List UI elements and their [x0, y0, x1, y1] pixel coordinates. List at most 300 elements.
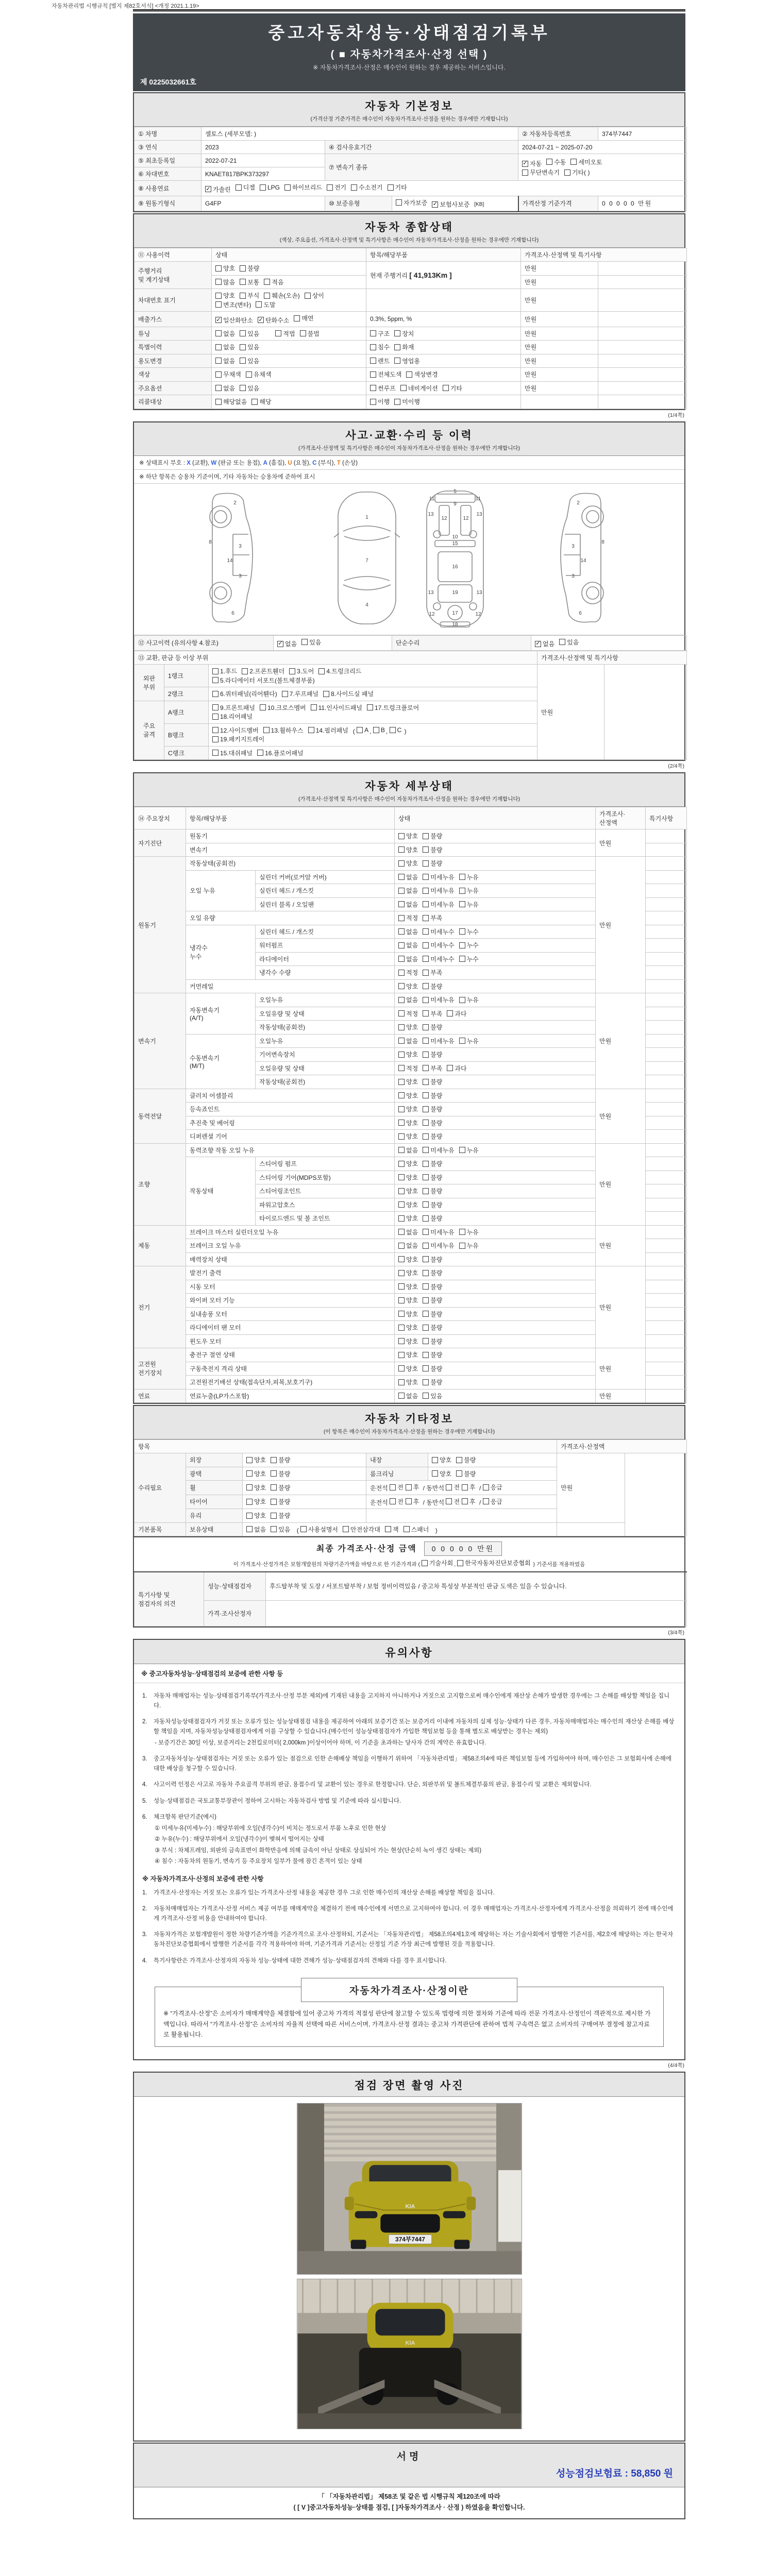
cell: 없음 있음 ( 사용설명서 안전삼각대 잭 스패너 ) [243, 1522, 557, 1536]
state-code-T: T [337, 460, 341, 466]
empty-checkbox-icon [260, 704, 266, 710]
checkbox-전기 [327, 183, 346, 192]
table-row [135, 262, 687, 276]
checkbox-label: 기타( ) [572, 169, 590, 176]
empty-checkbox-icon [251, 399, 258, 405]
cell [212, 354, 366, 368]
checkbox-잭 [385, 1525, 399, 1534]
cell: 실내송풍 모터 [186, 1307, 395, 1321]
checked-checkbox-icon: ✓ [216, 316, 221, 323]
checkbox-양호 [398, 1350, 418, 1359]
cell [395, 911, 596, 925]
checkbox-label: 구조 [378, 330, 390, 337]
checkbox-전 [390, 1497, 404, 1506]
cell: 고전원 전기장치 [135, 1348, 186, 1389]
checkbox-LPG [260, 184, 280, 191]
empty-checkbox-icon [398, 1365, 405, 1371]
empty-checkbox-icon [406, 1484, 412, 1490]
table-row [135, 181, 687, 196]
checkbox-label: 양호 [440, 1470, 452, 1478]
cell [243, 1481, 366, 1495]
section-header [134, 422, 684, 456]
empty-checkbox-icon [456, 1470, 462, 1477]
checkbox-불량 [423, 859, 442, 868]
checkbox-label: 15.대쉬패널 [220, 749, 253, 757]
checkbox-label: 자동 [530, 160, 542, 167]
checkbox-label: 있음 [247, 357, 260, 365]
cell: 만원 [596, 1143, 646, 1225]
cell [366, 327, 521, 341]
basic-info-table [134, 127, 684, 211]
checkbox-적정 [398, 1064, 418, 1073]
detail-status-table [134, 807, 684, 1403]
checkbox-양호 [398, 845, 418, 854]
checkbox-불량 [271, 1483, 290, 1492]
checkbox-label: 양호 [406, 982, 418, 990]
checkbox-불량 [423, 1200, 442, 1209]
checkbox-label: 없음 [406, 901, 418, 908]
checkbox-label: 1.후드 [220, 668, 238, 675]
notice-item: 6. 체크항목 판단기준(예시) ① 미세누유(미세누수) : 해당부위에 오일(냉각수)이 비치는 정도로서 부품 노후로 인한 현상 ② 누유(누수) : 해당부위에서 오일(냉각수)이 맺혀서 떨어지는 상태 ③ 부식 : 차체프레임, 외판의 금속표면이 화학반응에 의해 금속이 아닌 상태로 상실되어 가는 현상(단순히 녹이 생긴 상태는 제외) ④ 침수 : 자동차의 원동기, 변속기 등 주요장치 일부가 물에 잠긴 흔적이 있는 상태 [142, 1814, 482, 1865]
empty-checkbox-icon [246, 1499, 253, 1505]
cell: 원동기 [135, 857, 186, 993]
checkbox-1.후드 [212, 667, 237, 675]
checkbox-많음 [215, 278, 235, 286]
empty-checkbox-icon [240, 279, 246, 285]
page-marker: (3/4쪽) [668, 1630, 684, 1636]
empty-checkbox-icon [240, 358, 246, 364]
cell: 냉각수 수량 [256, 966, 395, 980]
accident-table [134, 635, 684, 760]
checkbox-label: 자가보증 [404, 199, 428, 207]
empty-checkbox-icon [423, 846, 429, 853]
empty-checkbox-icon [423, 1120, 429, 1126]
checkbox-없음 [398, 1037, 418, 1045]
section-overall-status [133, 213, 685, 410]
empty-checkbox-icon [423, 1338, 429, 1344]
cell [366, 289, 521, 312]
cell [598, 275, 687, 289]
section-header [134, 773, 684, 807]
cell [212, 368, 366, 382]
form-reference: 자동차관리법 시행규칙 [별지 제82호서식] <개정 2021.1.19> [52, 3, 199, 9]
empty-checkbox-icon [406, 1498, 412, 1504]
checkbox-label: 양호 [406, 1215, 418, 1222]
checkbox-양호 [398, 1282, 418, 1291]
checked-checkbox-icon: ✓ [523, 160, 528, 166]
empty-checkbox-icon [390, 727, 396, 733]
cell [395, 1007, 596, 1021]
table-row [135, 1572, 687, 1601]
empty-checkbox-icon [271, 1526, 277, 1532]
checkbox-label: 불량 [430, 1092, 443, 1099]
checkbox-양호 [398, 1378, 418, 1386]
checkbox-양호 [398, 1132, 418, 1141]
checkbox-label: 후 [469, 1498, 476, 1505]
checkbox-label: 기타 [395, 184, 407, 191]
empty-checkbox-icon [423, 833, 429, 839]
checkbox-label: 기술사회 [429, 1560, 453, 1567]
checkbox-label: 이행 [378, 398, 390, 405]
checked-checkbox-icon: ✓ [535, 640, 541, 647]
cell: 특기사항 및 점검자의 의견 [135, 1572, 204, 1626]
empty-checkbox-icon [423, 1052, 429, 1058]
cell: 실린더 커버(로커암 커버) [256, 870, 395, 884]
cell [646, 1143, 687, 1157]
state-code-A: A [263, 460, 267, 466]
cell: 클러치 어셈블리 [186, 1089, 395, 1103]
cell: 만원 [557, 1453, 625, 1523]
checkbox-안전삼각대 [343, 1525, 380, 1534]
cell: 374부7447 [598, 127, 687, 141]
cell: 가격조사·산정액 [557, 1440, 687, 1453]
cell [395, 1061, 596, 1075]
empty-checkbox-icon [240, 330, 246, 336]
checkbox-label: 불량 [430, 1215, 443, 1222]
cell [395, 939, 596, 953]
svg-text:14: 14 [227, 557, 233, 564]
checkbox-있음 [423, 1392, 442, 1400]
checkbox-없음 [215, 329, 235, 338]
svg-text:9: 9 [453, 501, 457, 507]
cell [395, 1130, 596, 1144]
checkbox-label: 미세누유 [430, 887, 455, 894]
checkbox-label: 있음 [309, 638, 322, 646]
empty-checkbox-icon [446, 1484, 452, 1490]
empty-checkbox-icon [457, 1560, 463, 1566]
cell [646, 993, 687, 1007]
svg-text:KIA: KIA [405, 2203, 415, 2210]
empty-checkbox-icon [388, 184, 394, 191]
cell [212, 312, 366, 327]
empty-checkbox-icon [459, 901, 465, 907]
checkbox-없음 [398, 1241, 418, 1250]
empty-checkbox-icon [423, 1133, 429, 1140]
checkbox-불량 [423, 1118, 442, 1127]
empty-checkbox-icon [398, 1243, 405, 1249]
empty-checkbox-icon [212, 714, 219, 720]
cell: 라디에이터 팬 모터 [186, 1321, 395, 1335]
cell [428, 1467, 557, 1481]
empty-checkbox-icon [240, 385, 246, 391]
cell: 스티어링조인트 [256, 1184, 395, 1198]
section-header [134, 1406, 684, 1439]
empty-checkbox-icon [406, 371, 412, 378]
cell: 충전구 절연 상태 [186, 1348, 395, 1362]
cell: 와이퍼 모터 기능 [186, 1294, 395, 1308]
empty-checkbox-icon [215, 371, 222, 378]
empty-checkbox-icon [240, 265, 246, 272]
empty-checkbox-icon [370, 330, 376, 336]
checkbox-불량 [423, 1077, 442, 1086]
empty-checkbox-icon [236, 184, 242, 191]
empty-checkbox-icon [212, 727, 219, 733]
cell: 작동상태 [186, 1157, 256, 1226]
checkbox-11.인사이드패널 [311, 703, 362, 712]
cell [395, 1198, 596, 1212]
checkbox-10.크로스멤버 [260, 703, 306, 712]
cell [209, 746, 537, 760]
cell: 수동변속기 (M/T) [186, 1034, 256, 1089]
cell [212, 341, 366, 354]
checkbox-label: 불량 [430, 1297, 443, 1304]
svg-text:10: 10 [452, 534, 458, 540]
empty-checkbox-icon [215, 301, 222, 308]
cell [395, 857, 596, 871]
checkbox-label: 과다 [455, 1064, 467, 1072]
checkbox-label: 누유 [466, 887, 479, 894]
cell: 광택 [186, 1467, 243, 1481]
empty-checkbox-icon [398, 833, 405, 839]
state-code-X: X [187, 460, 191, 466]
cell: 자기진단 [135, 829, 186, 857]
cell [646, 1225, 687, 1239]
section-title: 사고·교환·수리 등 이력 [345, 429, 473, 442]
checkbox-양호 [398, 1323, 418, 1332]
checkbox-미세누수 [423, 955, 454, 963]
table-row [135, 141, 687, 154]
cell [395, 1252, 596, 1266]
cell [395, 1143, 596, 1157]
cell [646, 1048, 687, 1062]
checkbox-label: 네비게이션 [408, 384, 438, 392]
notice-price-heading: ※ 자동차가격조사·산정의 보증에 관한 사항 [142, 1875, 264, 1883]
cell: 기어변속장치 [256, 1048, 395, 1062]
cell: 변속기 [186, 843, 395, 857]
checkbox-수동 [546, 158, 566, 166]
section-title: 유의사항 [385, 1647, 433, 1659]
checkbox-label: 누유 [466, 996, 479, 1004]
checkbox-label: 불량 [430, 860, 443, 867]
checkbox-label: 부족 [430, 914, 443, 922]
section-header [134, 93, 684, 127]
checkbox-label: 미세누수 [430, 955, 455, 963]
empty-checkbox-icon [423, 1365, 429, 1371]
empty-checkbox-icon [373, 727, 379, 733]
cell: 오일 누유 [186, 870, 256, 911]
cell [598, 381, 687, 395]
checkbox-label: 불량 [430, 1119, 443, 1127]
empty-checkbox-icon [256, 301, 262, 308]
checkbox-label: 미세누수 [430, 942, 455, 949]
checkbox-있음 [240, 329, 259, 338]
cell [646, 897, 687, 911]
cell [646, 870, 687, 884]
cell: C랭크 [164, 746, 209, 760]
checkbox-색상변경 [406, 370, 438, 379]
empty-checkbox-icon [423, 997, 429, 1003]
checkbox-label: 미세누유 [430, 996, 455, 1004]
checkbox-미세누유 [423, 886, 454, 895]
checkbox-label: A [364, 726, 369, 734]
checkbox-label: 적정 [406, 969, 418, 976]
cell: ⑨ 원동기형식 [135, 196, 201, 211]
cell [428, 1453, 557, 1467]
confirmation-line-1: 「 「자동차관리법」 제58조 및 같은 법 시행규칙 제120조에 따라 [318, 2493, 500, 2500]
section-header [134, 2073, 684, 2097]
checkbox-label: 4.트렁크리드 [326, 668, 362, 675]
checkbox-미세누유 [423, 995, 454, 1004]
cell: 라디에이터 [256, 952, 395, 966]
cell [598, 354, 687, 368]
empty-checkbox-icon [423, 1161, 429, 1167]
cell: ⑧ 사용연료 [135, 181, 201, 196]
checkbox-label: 불량 [430, 1256, 443, 1263]
checkbox-양호 [398, 1268, 418, 1277]
checkbox-label: 6.쿼터패널(리어휀다) [220, 690, 277, 698]
cell [646, 979, 687, 993]
cell [395, 1021, 596, 1035]
checkbox-label: 과다 [455, 1010, 467, 1018]
checkbox-화재 [394, 343, 414, 351]
inspection-photo-underside [297, 2279, 522, 2429]
checkbox-label: 전 [397, 1484, 404, 1491]
empty-checkbox-icon [246, 1526, 253, 1532]
checkbox-label: 불량 [247, 265, 260, 272]
checkbox-사용설명서 [300, 1525, 338, 1534]
checkbox-label: 적음 [272, 278, 284, 286]
cell: 원동기 [186, 829, 395, 843]
checkbox-훼손(오손) [264, 291, 299, 300]
cell: 항목/해당부품 [186, 807, 395, 829]
checkbox-label: 19.패키지트레이 [220, 736, 265, 743]
page-subtitle: ( ■ 자동차가격조사·산정 선택 ) [330, 49, 488, 60]
checkbox-label: 썬루프 [378, 384, 396, 392]
empty-checkbox-icon [398, 997, 405, 1003]
table-row [135, 1453, 687, 1467]
cell: 만원 [521, 275, 598, 289]
checkbox-양호 [398, 1023, 418, 1031]
empty-checkbox-icon [459, 1038, 465, 1044]
cell: 0 0 0 0 0 만원 [598, 196, 687, 211]
empty-checkbox-icon [327, 184, 333, 191]
empty-checkbox-icon [398, 1201, 405, 1208]
svg-text:7: 7 [365, 557, 368, 564]
cell: 2랭크 [164, 687, 209, 701]
empty-checkbox-icon [398, 1079, 405, 1085]
checkbox-label: 없음 [406, 1037, 418, 1045]
checkbox-침수 [370, 343, 390, 351]
section-notices [133, 1639, 685, 2060]
checkbox-label: 양호 [223, 265, 236, 272]
checked-checkbox-icon: ✓ [432, 201, 438, 207]
checkbox-label: 한국자동차진단보증협회 [465, 1560, 531, 1567]
empty-checkbox-icon [398, 983, 405, 989]
cell [646, 1294, 687, 1308]
checkbox-누유 [459, 1241, 479, 1250]
cell [243, 1509, 366, 1523]
checkbox-label: 부식 [247, 292, 260, 299]
cell [395, 897, 596, 911]
cell: A랭크 [164, 701, 209, 723]
checkbox-없음 [535, 639, 554, 648]
checkbox-label: 미세누수 [430, 928, 455, 936]
table-row [135, 354, 687, 368]
svg-text:6: 6 [231, 610, 234, 616]
checkbox-후 [462, 1497, 476, 1506]
cell [395, 1266, 596, 1280]
empty-checkbox-icon [240, 344, 246, 350]
table-row [135, 289, 687, 312]
empty-checkbox-icon [423, 1010, 429, 1016]
cell: 변속기 [135, 993, 186, 1089]
cell: 자가보증 ✓ 보험사보증 [KB] [392, 196, 518, 211]
checkbox-부족 [423, 968, 442, 977]
cell [395, 1334, 596, 1348]
section-title: 자동차 기타정보 [365, 1413, 453, 1425]
checkbox-불량 [271, 1455, 290, 1464]
cell: 오일누유 [256, 993, 395, 1007]
notice-item: 1. 가격조사·산정자는 거짓 또는 오류가 있는 가격조사·산정 내용을 제공한 경우 그로 인한 매수인의 재산상 손해를 배상할 책임을 집니다. [142, 1889, 495, 1896]
checkbox-불량 [423, 1091, 442, 1100]
cell [395, 952, 596, 966]
empty-checkbox-icon [271, 1499, 277, 1505]
cell: 만원 [521, 327, 598, 341]
table-row [135, 248, 687, 262]
checkbox-label: 불량 [278, 1456, 291, 1464]
checkbox-후 [462, 1483, 476, 1492]
cell [395, 1103, 596, 1116]
cell: 만원 [537, 665, 604, 760]
cell [646, 1021, 687, 1035]
final-price-block [134, 1536, 684, 1571]
cell [646, 1007, 687, 1021]
cell [395, 1116, 596, 1130]
cell: 만원 [596, 857, 646, 993]
checkbox-양호 [246, 1469, 266, 1478]
empty-checkbox-icon [423, 1065, 429, 1071]
checkbox-12.사이드멤버 [212, 726, 259, 735]
section-photos [133, 2072, 685, 2442]
cell [395, 1184, 596, 1198]
empty-checkbox-icon [367, 704, 373, 710]
cell [646, 939, 687, 953]
cell [646, 884, 687, 898]
checkbox-label: B [380, 726, 385, 734]
empty-checkbox-icon [398, 1065, 405, 1071]
checkbox-불량 [271, 1469, 290, 1478]
checkbox-label: 사용설명서 [308, 1526, 339, 1533]
empty-checkbox-icon [246, 1484, 253, 1490]
page-marker: (1/4쪽) [668, 412, 684, 418]
checkbox-양호 [398, 1310, 418, 1318]
checkbox-후 [406, 1483, 419, 1492]
etc-info-table [134, 1439, 684, 1536]
checkbox-적정 [398, 913, 418, 922]
final-price-value: 0 0 0 0 0 만원 [424, 1541, 502, 1556]
checkbox-부식 [240, 291, 259, 300]
table [134, 127, 687, 211]
cell: 작동상태(공회전) [256, 1021, 395, 1035]
checkbox-불량 [423, 1050, 442, 1059]
page-marker: (4/4쪽) [668, 2062, 684, 2069]
cell: 브레이크 오일 누유 [186, 1239, 395, 1253]
checkbox-양호 [398, 1091, 418, 1100]
cell: 2022-07-21 [201, 154, 325, 167]
cell: 동력조향 작동 오일 누유 [186, 1143, 395, 1157]
document-sheet [133, 9, 685, 2519]
empty-checkbox-icon [370, 371, 376, 378]
section-header [134, 214, 684, 248]
checkbox-label: 세미오토 [578, 158, 602, 166]
checkbox-label: 불법 [307, 330, 320, 337]
empty-checkbox-icon [423, 1024, 429, 1030]
table-row [135, 1522, 687, 1536]
checkbox-label: 해당없음 [223, 398, 247, 405]
checkbox-label: 있음 [247, 384, 260, 392]
checkbox-양호 [398, 859, 418, 868]
legend-note: ※ 하단 항목은 승용차 기준이며, 기타 자동차는 승용차에 준하여 표시 [134, 470, 684, 484]
